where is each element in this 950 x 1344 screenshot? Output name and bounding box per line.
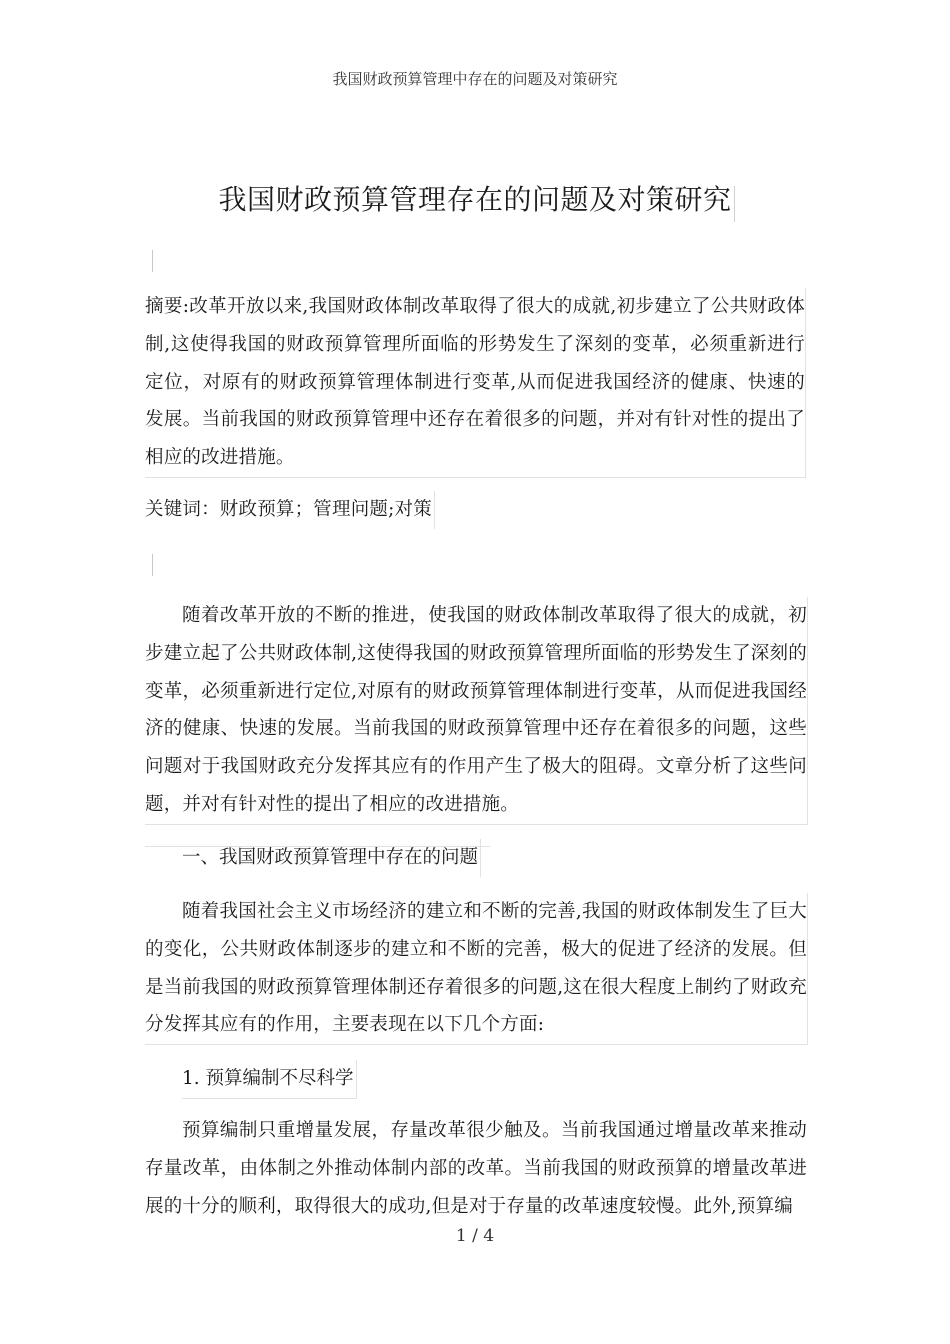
- text-boundary-mark: [152, 250, 153, 272]
- page-number: 1 / 4: [455, 1226, 495, 1246]
- intro-paragraph: 随着改革开放的不断的推进，使我国的财政体制改革取得了很大的成就，初步建立起了公共财政体制,这使得我国的财政预算管理所面临的形势发生了深刻的变革，必须重新进行定位,对原有的财政预算管理体制进行变革，从而促进我国经济的健康、快速的发展。当前我国的财政预算管理中还存在着很多的问题，这些问题对于我国财政充分发挥其应有的作用产生了极大的阻碍。文章分析了这些问题，并对有针对性的提出了相应的改进措施。: [145, 597, 808, 825]
- text-boundary-mark: [734, 186, 735, 222]
- text-boundary-mark: [152, 554, 153, 576]
- keywords-line: 关键词：财政预算；管理问题;对策: [145, 491, 435, 529]
- document-title: 我国财政预算管理存在的问题及对策研究: [218, 183, 732, 216]
- subsection-heading: 1. 预算编制不尽科学: [182, 1060, 357, 1099]
- running-header: 我国财政预算管理中存在的问题及对策研究: [332, 70, 618, 88]
- abstract-paragraph: 摘要:改革开放以来,我国财政体制改革取得了很大的成就,初步建立了公共财政体制,这使得我国的财政预算管理所面临的形势发生了深刻的变革，必须重新进行定位，对原有的财政预算管理体制进行变革,从而促进我国经济的健康、快速的发展。当前我国的财政预算管理中还存在着很多的问题，并对有针对性的提出了相应的改进措施。: [145, 288, 806, 478]
- section-heading: 一、我国财政预算管理中存在的问题: [145, 839, 481, 877]
- subsection-paragraph: 预算编制只重增量发展，存量改革很少触及。当前我国通过增量改革来推动存量改革，由体制之外推动体制内部的改革。当前我国的财政预算的增量改革进展的十分的顺利，取得很大的成功,但是对于存量的改革速度较慢。此外,预算编: [145, 1120, 807, 1217]
- section-paragraph: 随着我国社会主义市场经济的建立和不断的完善,我国的财政体制发生了巨大的变化，公共财政体制逐步的建立和不断的完善，极大的促进了经济的发展。但是当前我国的财政预算管理体制还存着很多的问题,这在很大程度上制约了财政充分发挥其应有的作用，主要表现在以下几个方面:: [145, 893, 808, 1045]
